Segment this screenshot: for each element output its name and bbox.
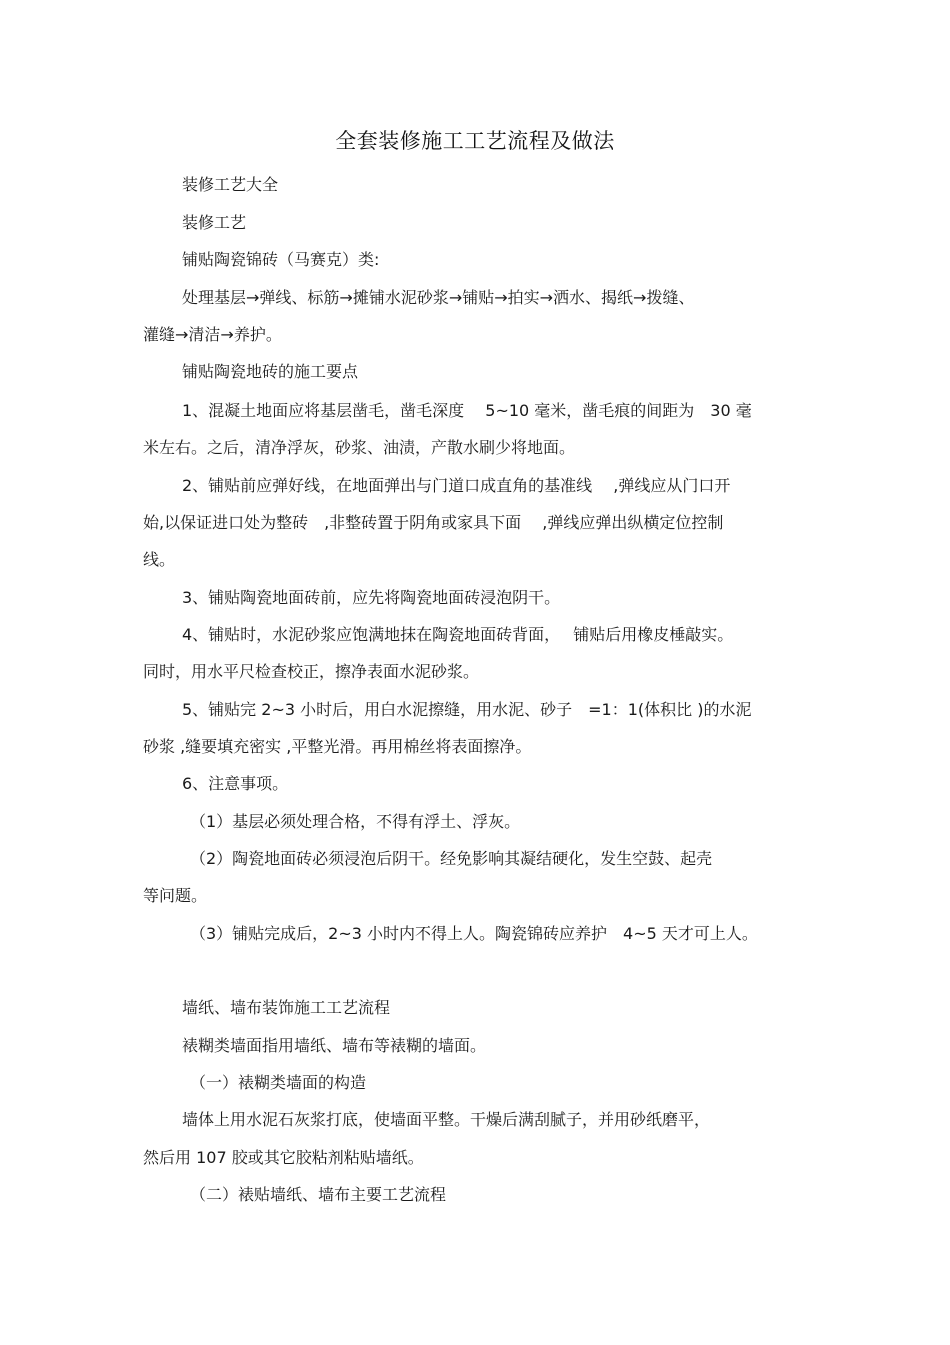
text-line: 装修工艺大全 <box>182 175 279 194</box>
text-line: 装修工艺 <box>182 213 247 232</box>
text-line: （2）陶瓷地面砖必须浸泡后阴干。经免影响其凝结硬化，发生空鼓、起壳 <box>190 849 713 868</box>
text-line: 然后用 107 胶或其它胶粘剂粘贴墙纸。 <box>143 1148 424 1167</box>
text-line: 始,以保证进口处为整砖 ,非整砖置于阴角或家具下面 ,弹线应弹出纵横定位控制 <box>143 513 724 532</box>
text-line: 等问题。 <box>143 886 208 905</box>
text-line: 1、混凝土地面应将基层凿毛，凿毛深度 5~10 毫米，凿毛痕的间距为 30 毫 <box>182 401 752 420</box>
text-line: （一）裱糊类墙面的构造 <box>190 1073 367 1092</box>
text-line: 墙体上用水泥石灰浆打底，使墙面平整。干燥后满刮腻子，并用砂纸磨平， <box>182 1110 711 1129</box>
text-line: 线。 <box>143 550 176 569</box>
text-line: 同时，用水平尺检查校正，擦净表面水泥砂浆。 <box>143 662 480 681</box>
text-line: 5、铺贴完 2~3 小时后，用白水泥擦缝，用水泥、砂子 =1：1(体积比 )的水泥 <box>182 700 752 719</box>
text-line: （1）基层必须处理合格，不得有浮土、浮灰。 <box>190 812 521 831</box>
text-line: 铺贴陶瓷锦砖（马赛克）类: <box>182 250 380 269</box>
section-heading: 墙纸、墙布装饰施工工艺流程 <box>182 998 391 1017</box>
text-line: （二）裱贴墙纸、墙布主要工艺流程 <box>190 1185 447 1204</box>
text-line: 裱糊类墙面指用墙纸、墙布等裱糊的墙面。 <box>182 1036 487 1055</box>
text-line: （3）铺贴完成后，2~3 小时内不得上人。陶瓷锦砖应养护 4~5 天才可上人。 <box>190 924 758 943</box>
text-line: 砂浆 ,缝要填充密实 ,平整光滑。再用棉丝将表面擦净。 <box>143 737 532 756</box>
text-line: 处理基层→弹线、标筋→摊铺水泥砂浆→铺贴→拍实→洒水、揭纸→拨缝、 <box>182 288 695 307</box>
text-line: 3、铺贴陶瓷地面砖前，应先将陶瓷地面砖浸泡阴干。 <box>182 588 561 607</box>
document-title: 全套装修施工工艺流程及做法 <box>335 129 615 153</box>
text-line: 2、铺贴前应弹好线，在地面弹出与门道口成直角的基准线 ,弹线应从门口开 <box>182 476 731 495</box>
text-line: 灌缝→清洁→养护。 <box>143 325 282 344</box>
text-line: 6、注意事项。 <box>182 774 289 793</box>
text-line: 4、铺贴时，水泥砂浆应饱满地抹在陶瓷地面砖背面， 铺贴后用橡皮棰敲实。 <box>182 625 734 644</box>
text-line: 铺贴陶瓷地砖的施工要点 <box>182 362 359 381</box>
text-line: 米左右。之后，清净浮灰，砂浆、油渍，产散水刷少将地面。 <box>143 438 576 457</box>
